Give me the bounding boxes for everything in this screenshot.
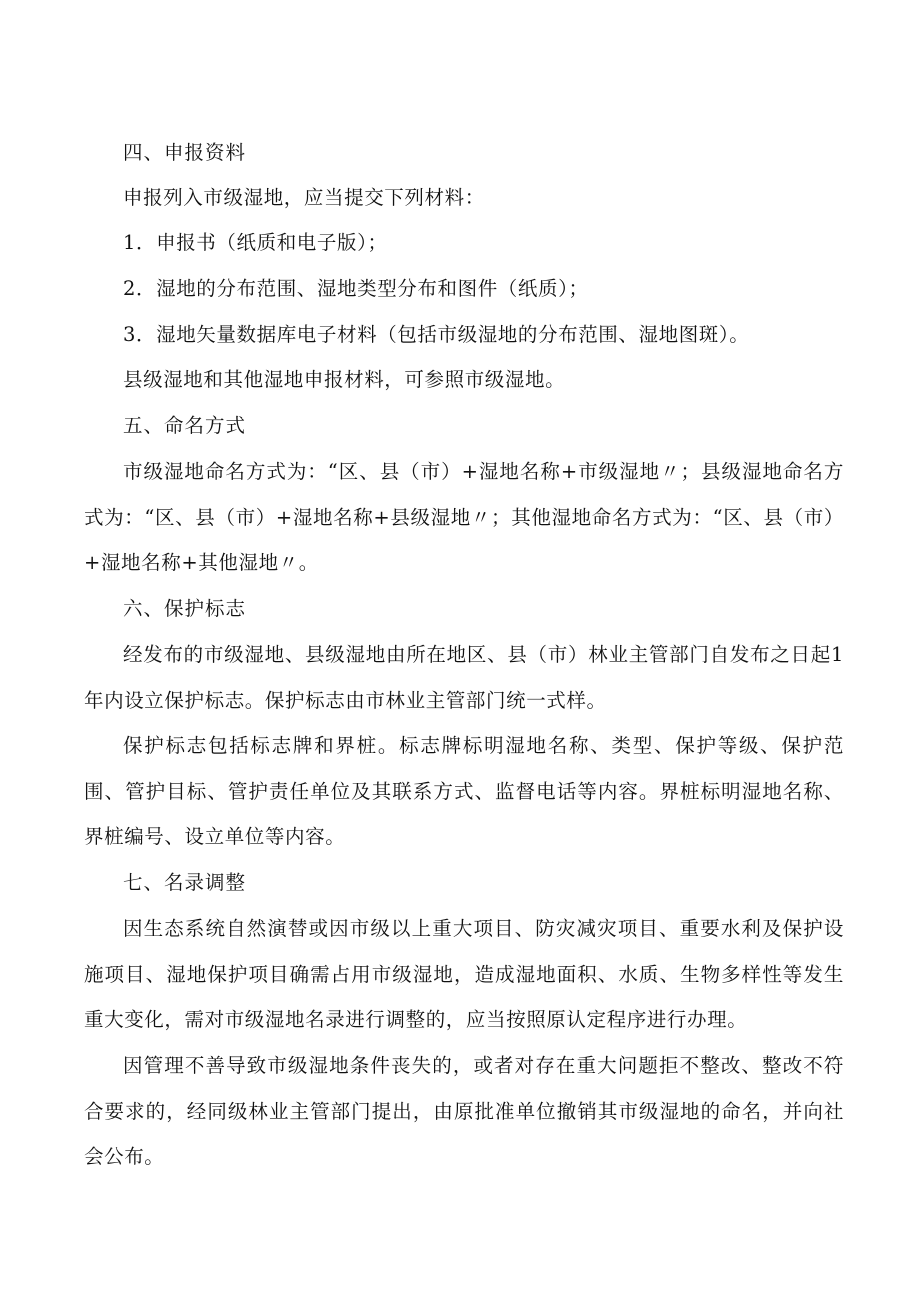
paragraph-protection-signs-1: 经发布的市级湿地、县级湿地由所在地区、县（市）林业主管部门自发布之日起1年内设立保护标志。保护标志由市林业主管部门统一式样。 (84, 643, 844, 712)
paragraph-application-intro: 申报列入市级湿地，应当提交下列材料： (123, 186, 485, 209)
paragraph-naming-rules: 市级湿地命名方式为：“区、县（市）+湿地名称+市级湿地〃；县级湿地命名方式为：“区、县（市）+湿地名称+县级湿地〃；其他湿地命名方式为：“区、县（市）+湿地名称+其他湿地〃。 (84, 460, 844, 574)
paragraph-county-wetland-note: 县级湿地和其他湿地申报材料，可参照市级湿地。 (123, 368, 566, 391)
list-item-vector-database: 3．湿地矢量数据库电子材料（包括市级湿地的分布范围、湿地图斑）。 (123, 323, 750, 346)
paragraph-list-adjustment-1: 因生态系统自然演替或因市级以上重大项目、防灾减灾项目、重要水利及保护设施项目、湿地保护项目确需占用市级湿地，造成湿地面积、水质、生物多样性等发生重大变化，需对市级湿地名录进行调整的，应当按照原认定程序进行办理。 (84, 917, 844, 1031)
list-item-wetland-scope: 2．湿地的分布范围、湿地类型分布和图件（纸质）； (123, 277, 589, 300)
section-heading-list-adjustment: 七、名录调整 (123, 871, 247, 894)
paragraph-list-adjustment-2: 因管理不善导致市级湿地条件丧失的，或者对存在重大问题拒不整改、整改不符合要求的，经同级林业主管部门提出，由原批准单位撤销其市级湿地的命名，并向社会公布。 (84, 1054, 844, 1168)
section-heading-naming: 五、命名方式 (123, 414, 247, 437)
list-item-application-form: 1．申报书（纸质和电子版）； (123, 231, 388, 254)
section-heading-protection-signs: 六、保护标志 (123, 597, 247, 620)
section-heading-application-materials: 四、申报资料 (123, 141, 247, 164)
paragraph-protection-signs-2: 保护标志包括标志牌和界桩。标志牌标明湿地名称、类型、保护等级、保护范围、管护目标、管护责任单位及其联系方式、监督电话等内容。界桩标明湿地名称、界桩编号、设立单位等内容。 (84, 734, 844, 848)
